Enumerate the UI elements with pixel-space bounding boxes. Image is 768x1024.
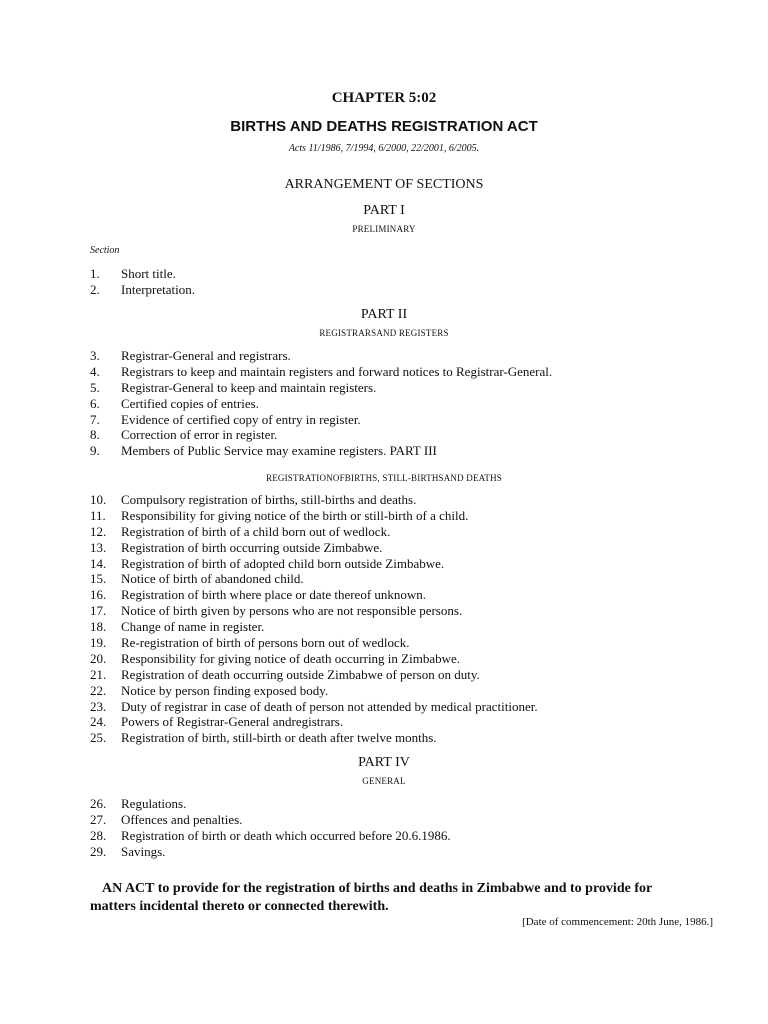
- part-4-section-list: [90, 796, 451, 860]
- list-item: 19. Re-registration of birth of persons born out of wedlock.: [90, 635, 410, 651]
- part-1-section-list: [90, 266, 195, 298]
- section-label: Section: [90, 245, 120, 256]
- list-item: 13. Registration of birth occurring outside Zimbabwe.: [90, 539, 383, 555]
- act-title: BIRTHS AND DEATHS REGISTRATION ACT: [230, 118, 538, 135]
- list-item: 14. Registration of birth of adopted child born outside Zimbabwe.: [90, 555, 445, 571]
- part-2-subheading: REGISTRARSAND REGISTERS: [319, 328, 449, 338]
- amending-acts: Acts 11/1986, 7/1994, 6/2000, 22/2001, 6/2005.: [288, 143, 480, 154]
- chapter-number: CHAPTER 5:02: [331, 90, 437, 106]
- part-3-section-list: [90, 492, 538, 746]
- list-item: 25. Registration of birth, still-birth or death after twelve months.: [90, 730, 437, 746]
- list-item: 24. Powers of Registrar-General andregistrars.: [90, 714, 344, 730]
- list-item: 26. Regulations.: [90, 796, 187, 811]
- list-item: 2. Interpretation.: [90, 281, 195, 297]
- list-item: 1. Short title.: [90, 266, 176, 281]
- list-item: 9. Members of Public Service may examine registers. PART III: [90, 443, 437, 459]
- list-item: 4. Registrars to keep and maintain registers and forward notices to Registrar-General.: [90, 363, 553, 379]
- list-item: 7. Evidence of certified copy of entry in register.: [90, 411, 361, 427]
- part-1-heading: PART I: [363, 203, 405, 218]
- list-item: 18. Change of name in register.: [90, 619, 265, 635]
- part-4-heading: PART IV: [358, 755, 410, 770]
- list-item: 22. Notice by person finding exposed body.: [90, 682, 329, 698]
- list-item: 27. Offences and penalties.: [90, 811, 243, 827]
- part-2-heading: PART II: [360, 307, 408, 322]
- list-item: 16. Registration of birth where place or date thereof unknown.: [90, 587, 427, 603]
- list-item: 10. Compulsory registration of births, still-births and deaths.: [90, 492, 417, 507]
- commencement-date: [Date of commencement: 20th June, 1986.]: [522, 916, 713, 928]
- list-item: 8. Correction of error in register.: [90, 427, 278, 443]
- list-item: 5. Registrar-General to keep and maintain registers.: [90, 379, 377, 395]
- list-item: 21. Registration of death occurring outside Zimbabwe of person on duty.: [90, 666, 480, 682]
- list-item: 20. Responsibility for giving notice of death occurring in Zimbabwe.: [90, 650, 461, 666]
- list-item: 11. Responsibility for giving notice of the birth or still-birth of a child.: [90, 507, 469, 523]
- part-4-subheading: GENERAL: [362, 776, 406, 786]
- arrangement-heading: ARRANGEMENT OF SECTIONS: [284, 177, 484, 192]
- part-3-subheading: REGISTRATIONOFBIRTHS, STILL-BIRTHSAND DEATHS: [266, 473, 502, 483]
- list-item: 29. Savings.: [90, 843, 166, 859]
- list-item: 15. Notice of birth of abandoned child.: [90, 571, 304, 587]
- enacting-clause: AN ACT to provide for the registration of births and deaths in Zimbabwe and to provide for matters incidental thereto or connected therewith.: [90, 881, 652, 914]
- list-item: 6. Certified copies of entries.: [90, 395, 259, 411]
- list-item: 28. Registration of birth or death which occurred before 20.6.1986.: [90, 827, 451, 843]
- part-2-section-list: [90, 348, 552, 459]
- part-1-subheading: PRELIMINARY: [352, 224, 416, 234]
- list-item: 3. Registrar-General and registrars.: [90, 348, 291, 363]
- list-item: 17. Notice of birth given by persons who are not responsible persons.: [90, 603, 463, 619]
- list-item: 12. Registration of birth of a child born out of wedlock.: [90, 523, 391, 539]
- list-item: 23. Duty of registrar in case of death of person not attended by medical practitioner.: [90, 698, 538, 714]
